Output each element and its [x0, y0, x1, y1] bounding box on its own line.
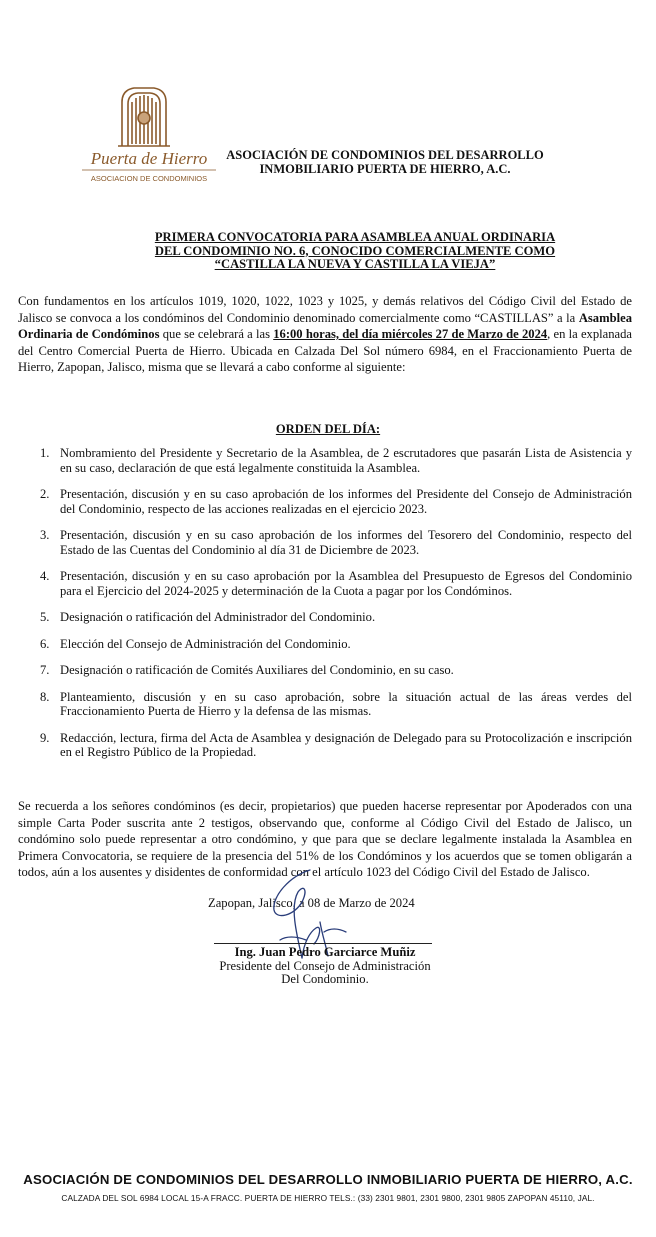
agenda-item-number: 3.	[40, 528, 50, 542]
intro-text-1: Con fundamentos en los artículos 1019, 1020, 1022, 1023 y 1025, y demás relativos del Código Civil del Estado de Jalisco se convoca a los condóminos del Condominio denominado comercialmente como “CASTILLAS” a la	[18, 294, 632, 325]
agenda-item-number: 6.	[40, 636, 50, 651]
agenda-item-text: Presentación, discusión y en su caso aprobación de los informes del Presidente del Consejo de Administración del Condominio, respecto de las acciones realizadas en el ejercicio 2023.	[60, 487, 632, 516]
org-header	[220, 148, 550, 176]
org-line-1: ASOCIACIÓN DE CONDOMINIOS DEL DESARROLLO	[226, 148, 544, 162]
page-footer	[18, 1172, 638, 1203]
agenda-item	[18, 528, 632, 557]
agenda-item-number: 7.	[40, 663, 50, 677]
agenda-item-number: 8.	[40, 689, 50, 704]
signer-role-2: Del Condominio.	[281, 972, 369, 986]
signer-name: Ing. Juan Pedro Garciarce Muñiz	[234, 945, 416, 959]
signer-role: Presidente del Consejo de Administración	[219, 958, 431, 973]
agenda-item-text: Presentación, discusión y en su caso aprobación de los informes del Tesorero del Condominio, respecto del Estado de las Cuentas del Condominio al día 31 de Diciembre de 2023.	[60, 528, 632, 557]
agenda-item	[18, 690, 632, 719]
agenda-item-number: 2.	[40, 487, 50, 501]
signer-block	[190, 946, 460, 987]
agenda-item	[18, 637, 632, 652]
agenda-item-text: Presentación, discusión y en su caso aprobación por la Asamblea del Presupuesto de Egresos del Condominio para el Ejercicio del 2024-2025 y determinación de la Cuota a pagar por los Condóminos.	[60, 569, 632, 598]
agenda-item-text: Nombramiento del Presidente y Secretario de la Asamblea, de 2 escrutadores que pasarán Lista de Asistencia y en su caso, declaración de que está legalmente constituida la Asamblea.	[60, 446, 632, 475]
dateline: Zapopan, Jalisco, a 08 de Marzo de 2024	[208, 896, 415, 910]
reminder-paragraph: Se recuerda a los señores condóminos (es decir, propietarios) que pueden hacerse representar por Apoderados con una simple Carta Poder suscrita ante 2 testigos, observando que, conforme al Código Civil del Estado de Jalisco, un condómino solo puede representar a otro condómino, y que para que se declare legalmente instalada la Asamblea en Primera Convocatoria, se requiere de la presencia del 51% de los Condóminos y los acuerdos que se tomen obligarán a todos, aún a los ausentes y disidentes de conformidad con el artículo 1023 del Código Civil del Estado de Jalisco.	[18, 799, 632, 879]
intro-bold-date: 16:00 horas, del día miércoles 27 de Marzo de 2024	[273, 327, 548, 341]
agenda-title: ORDEN DEL DÍA:	[275, 422, 381, 436]
agenda-item-text: Designación o ratificación del Administrador del Condominio.	[60, 610, 376, 624]
signature-line	[214, 943, 432, 944]
agenda-item-text: Planteamiento, discusión y en su caso aprobación, sobre la situación actual de las áreas verdes del Fraccionamiento Puerta de Hierro y la defensa de las mismas.	[60, 689, 632, 718]
agenda-list	[18, 446, 632, 760]
puerta-de-hierro-logo	[74, 84, 224, 188]
org-line-2: INMOBILIARIO PUERTA DE HIERRO, A.C.	[259, 162, 511, 176]
agenda-item-number: 5.	[40, 610, 50, 624]
title-line-3: “CASTILLA LA NUEVA Y CASTILLA LA VIEJA”	[214, 257, 496, 271]
agenda-item	[18, 610, 632, 625]
agenda-item	[18, 569, 632, 598]
agenda-item-number: 4.	[40, 569, 50, 583]
footer-address: CALZADA DEL SOL 6984 LOCAL 15-A FRACC. PUERTA DE HIERRO TELS.: (33) 2301 9801, 2301 9800, 2301 9805 ZAPOPAN 45110, JAL.	[61, 1193, 595, 1203]
agenda-item	[18, 446, 632, 475]
title-line-2: DEL CONDOMINIO NO. 6, CONOCIDO COMERCIALMENTE COMO	[154, 243, 556, 258]
agenda-item-text: Designación o ratificación de Comités Auxiliares del Condominio, en su caso.	[60, 663, 454, 677]
agenda-item	[18, 487, 632, 516]
intro-paragraph	[18, 293, 632, 376]
footer-org-name: ASOCIACIÓN DE CONDOMINIOS DEL DESARROLLO INMOBILIARIO PUERTA DE HIERRO, A.C.	[23, 1172, 633, 1187]
intro-text-2: que se celebrará a las	[159, 327, 274, 341]
agenda-item-number: 1.	[40, 446, 50, 460]
logo-brand-text: Puerta de Hierro	[90, 149, 208, 168]
intro-bold-1: Asamblea Ordinaria de Condóminos	[18, 310, 632, 341]
agenda-item-text: Redacción, lectura, firma del Acta de Asamblea y designación de Delegado para su Protocolización e inscripción en el Registro Público de la Propiedad.	[60, 730, 632, 759]
agenda-item	[18, 731, 632, 760]
agenda-item-text: Elección del Consejo de Administración del Condominio.	[60, 636, 351, 651]
intro-text-3: , en la explanada del Centro Comercial Puerta de Hierro. Ubicada en Calzada Del Sol número 6984, en el Fraccionamiento Puerta de Hierro, Zapopan, Jalisco, misma que se llevará a cabo conforme al siguiente:	[18, 327, 633, 374]
logo-subtitle-text: ASOCIACION DE CONDOMINIOS	[90, 174, 208, 183]
document-title	[120, 231, 590, 272]
agenda-item	[18, 663, 632, 678]
title-line-1: PRIMERA CONVOCATORIA PARA ASAMBLEA ANUAL ORDINARIA	[154, 230, 556, 244]
agenda-item-number: 9.	[40, 730, 50, 745]
